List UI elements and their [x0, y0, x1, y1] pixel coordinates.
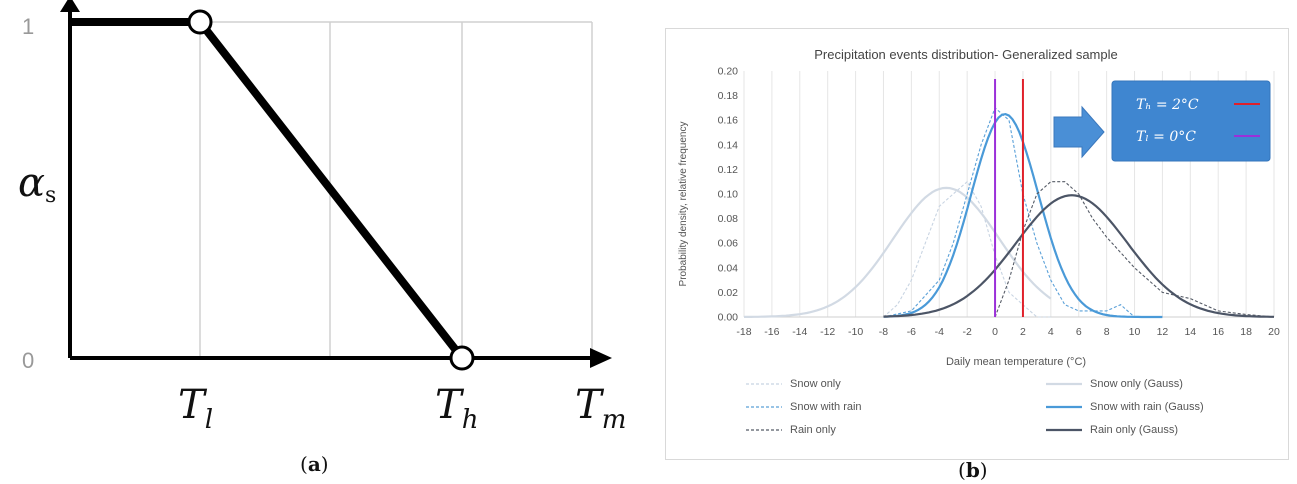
- x-tick-label: 8: [1103, 326, 1110, 338]
- chart-legend: [746, 374, 1266, 454]
- legend-item: [746, 420, 836, 440]
- legend-swatch: [746, 425, 782, 435]
- panel-b-chart: [665, 28, 1289, 460]
- x-tick-label: 18: [1240, 326, 1252, 338]
- y-tick-label: 0.00: [717, 311, 738, 324]
- x-tick-label: 16: [1212, 326, 1225, 338]
- y-tick-label: 0.10: [717, 188, 738, 201]
- y-tick-label: 0.12: [717, 163, 738, 176]
- legend-item: [746, 397, 862, 417]
- legend-label: Snow with rain: [790, 401, 862, 413]
- y-tick-label: 0.08: [717, 213, 738, 226]
- x-tick-label: -12: [820, 326, 836, 338]
- x-tick-th: $T_h$: [435, 382, 479, 435]
- y-tick-label: 0.20: [717, 65, 738, 78]
- y-tick-label: 0.16: [717, 114, 738, 127]
- x-tick-label: 4: [1047, 326, 1054, 338]
- legend-label: Snow with rain (Gauss): [1090, 401, 1204, 413]
- legend-swatch: [746, 402, 782, 412]
- legend-swatch: [1046, 379, 1082, 389]
- x-tick-label: 12: [1156, 326, 1169, 338]
- y-tick-label: 0.18: [717, 90, 738, 103]
- x-axis-label: $T_m$: [575, 382, 627, 435]
- y-tick-label: 0.14: [717, 139, 738, 152]
- y-axis-title: Probability density, relative frequency: [678, 121, 689, 287]
- legend-swatch: [1046, 402, 1082, 412]
- x-tick-label: -6: [906, 326, 917, 338]
- series-line: [744, 188, 1051, 317]
- x-tick-label: -16: [764, 326, 780, 338]
- x-tick-label: 6: [1075, 326, 1082, 338]
- legend-item: [746, 374, 841, 394]
- x-tick-label: 10: [1128, 326, 1141, 338]
- x-tick-tl: $T_l$: [178, 382, 214, 435]
- x-tick-label: 20: [1268, 326, 1280, 338]
- y-tick-label: 0.04: [717, 262, 738, 275]
- panel-a-svg: [0, 0, 650, 480]
- x-tick-label: -14: [792, 326, 808, 338]
- x-tick-label: -18: [736, 326, 752, 338]
- legend-item: [1046, 420, 1178, 440]
- x-tick-label: 0: [992, 326, 998, 338]
- x-axis-arrow: [590, 348, 612, 368]
- y-tick-label: 0.06: [717, 237, 738, 250]
- legend-label: Rain only (Gauss): [1090, 424, 1179, 436]
- callout-box: [1112, 81, 1270, 161]
- x-axis-title: Daily mean temperature (°C): [945, 356, 1087, 368]
- caption-b: (b): [958, 458, 988, 482]
- callout-th-label: Tₕ = 2°C: [1136, 97, 1199, 113]
- panel-a-chart: [0, 0, 650, 480]
- y-axis-arrow: [60, 0, 80, 12]
- y-tick-1: 1: [22, 14, 35, 39]
- legend-label: Snow only: [790, 378, 841, 390]
- caption-a: (a): [300, 452, 329, 476]
- y-tick-0: 0: [22, 348, 35, 373]
- legend-label: Rain only: [790, 424, 836, 436]
- x-tick-label: 2: [1020, 326, 1026, 338]
- x-tick-label: -2: [962, 326, 972, 338]
- legend-swatch: [1046, 425, 1082, 435]
- legend-item: [1046, 374, 1183, 394]
- breakpoint-tl-marker: [189, 11, 211, 33]
- x-tick-label: -8: [878, 326, 889, 338]
- alpha-curve: [70, 22, 462, 358]
- panel-b-svg: [666, 29, 1288, 369]
- callout-tl-label: Tₗ = 0°C: [1136, 129, 1196, 145]
- legend-item: [1046, 397, 1204, 417]
- y-tick-label: 0.02: [717, 286, 738, 299]
- x-tick-label: 14: [1184, 326, 1197, 338]
- y-axis-label: αs: [18, 160, 57, 208]
- legend-label: Snow only (Gauss): [1090, 378, 1183, 390]
- breakpoint-th-marker: [451, 347, 473, 369]
- chart-title: Precipitation events distribution- Generalized sample: [814, 47, 1118, 62]
- x-tick-label: -10: [847, 326, 864, 338]
- x-tick-label: -4: [934, 326, 944, 338]
- legend-swatch: [746, 379, 782, 389]
